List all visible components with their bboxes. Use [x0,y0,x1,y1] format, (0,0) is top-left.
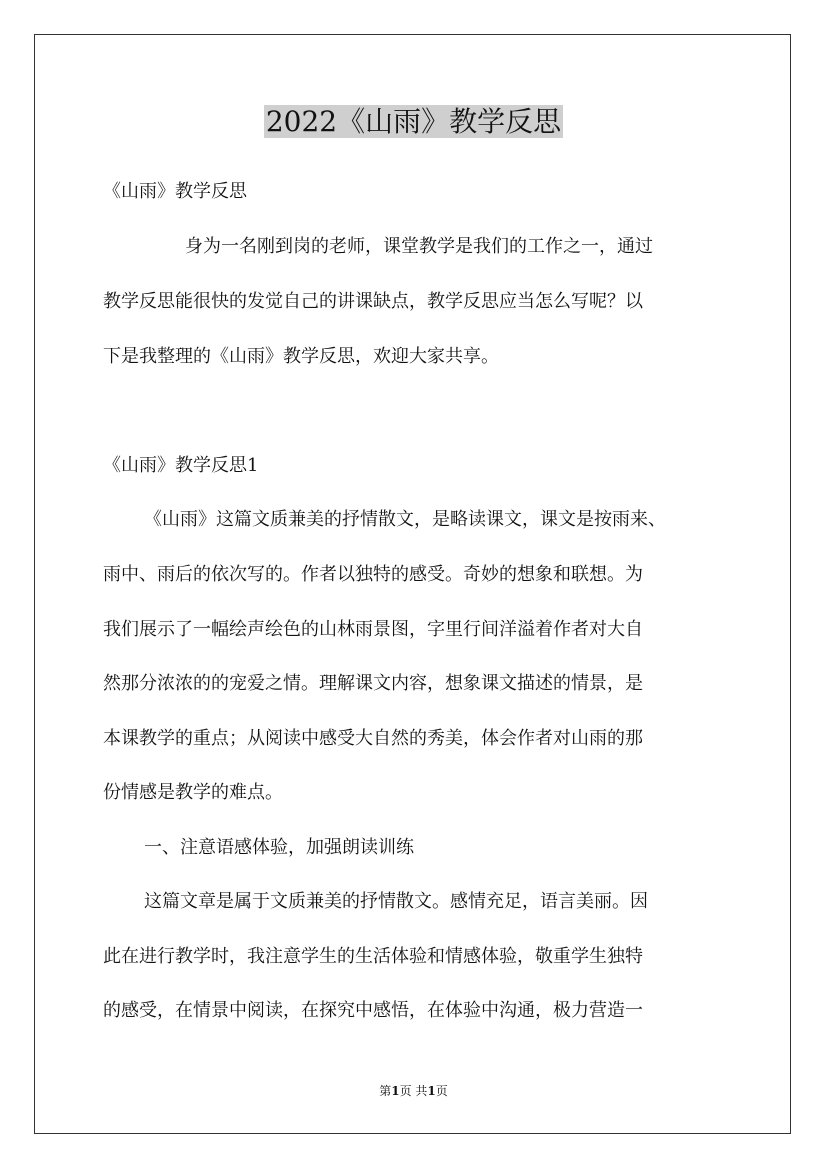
point-line-2: 此在进行教学时，我注意学生的生活体验和情感体验，敬重学生独特 [103,946,643,967]
intro-line-3: 下是我整理的《山雨》教学反思，欢迎大家共享。 [103,346,499,367]
point-heading: 一、注意语感体验，加强朗读训练 [144,837,414,858]
point-line-1: 这篇文章是属于文质兼美的抒情散文。感情充足，语言美丽。因 [144,891,648,912]
paragraph-line-1: 《山雨》这篇文质兼美的抒情散文，是略读课文，课文是按雨来、 [144,509,666,530]
page-mid: 页 共 [399,1084,428,1098]
paragraph-line-2: 雨中、雨后的依次写的。作者以独特的感受。奇妙的想象和联想。为 [103,564,643,585]
document-subtitle: 《山雨》教学反思 [103,181,247,202]
paragraph-line-5: 本课教学的重点；从阅读中感受大自然的秀美，体会作者对山雨的那 [103,728,643,749]
document-title-text: 2022《山雨》教学反思 [265,105,562,138]
page-footer [0,1082,827,1100]
paragraph-line-3: 我们展示了一幅绘声绘色的山林雨景图，字里行间洋溢着作者对大自 [103,619,643,640]
page-suffix: 页 [435,1084,448,1098]
paragraph-line-4: 然那分浓浓的的宠爱之情。理解课文内容，想象课文描述的情景，是 [103,673,643,694]
page-total: 1 [427,1084,436,1098]
paragraph-line-6: 份情感是教学的难点。 [103,782,283,803]
page-current: 1 [391,1084,400,1098]
section-heading: 《山雨》教学反思1 [103,455,259,476]
page-prefix: 第 [379,1084,392,1098]
document-title [0,100,827,144]
point-line-3: 的感受，在情景中阅读，在探究中感悟，在体验中沟通，极力营造一 [103,1000,643,1021]
intro-line-1: 身为一名刚到岗的老师，课堂教学是我们的工作之一，通过 [185,236,653,257]
intro-line-2: 教学反思能很快的发觉自己的讲课缺点，教学反思应当怎么写呢？以 [103,291,643,312]
